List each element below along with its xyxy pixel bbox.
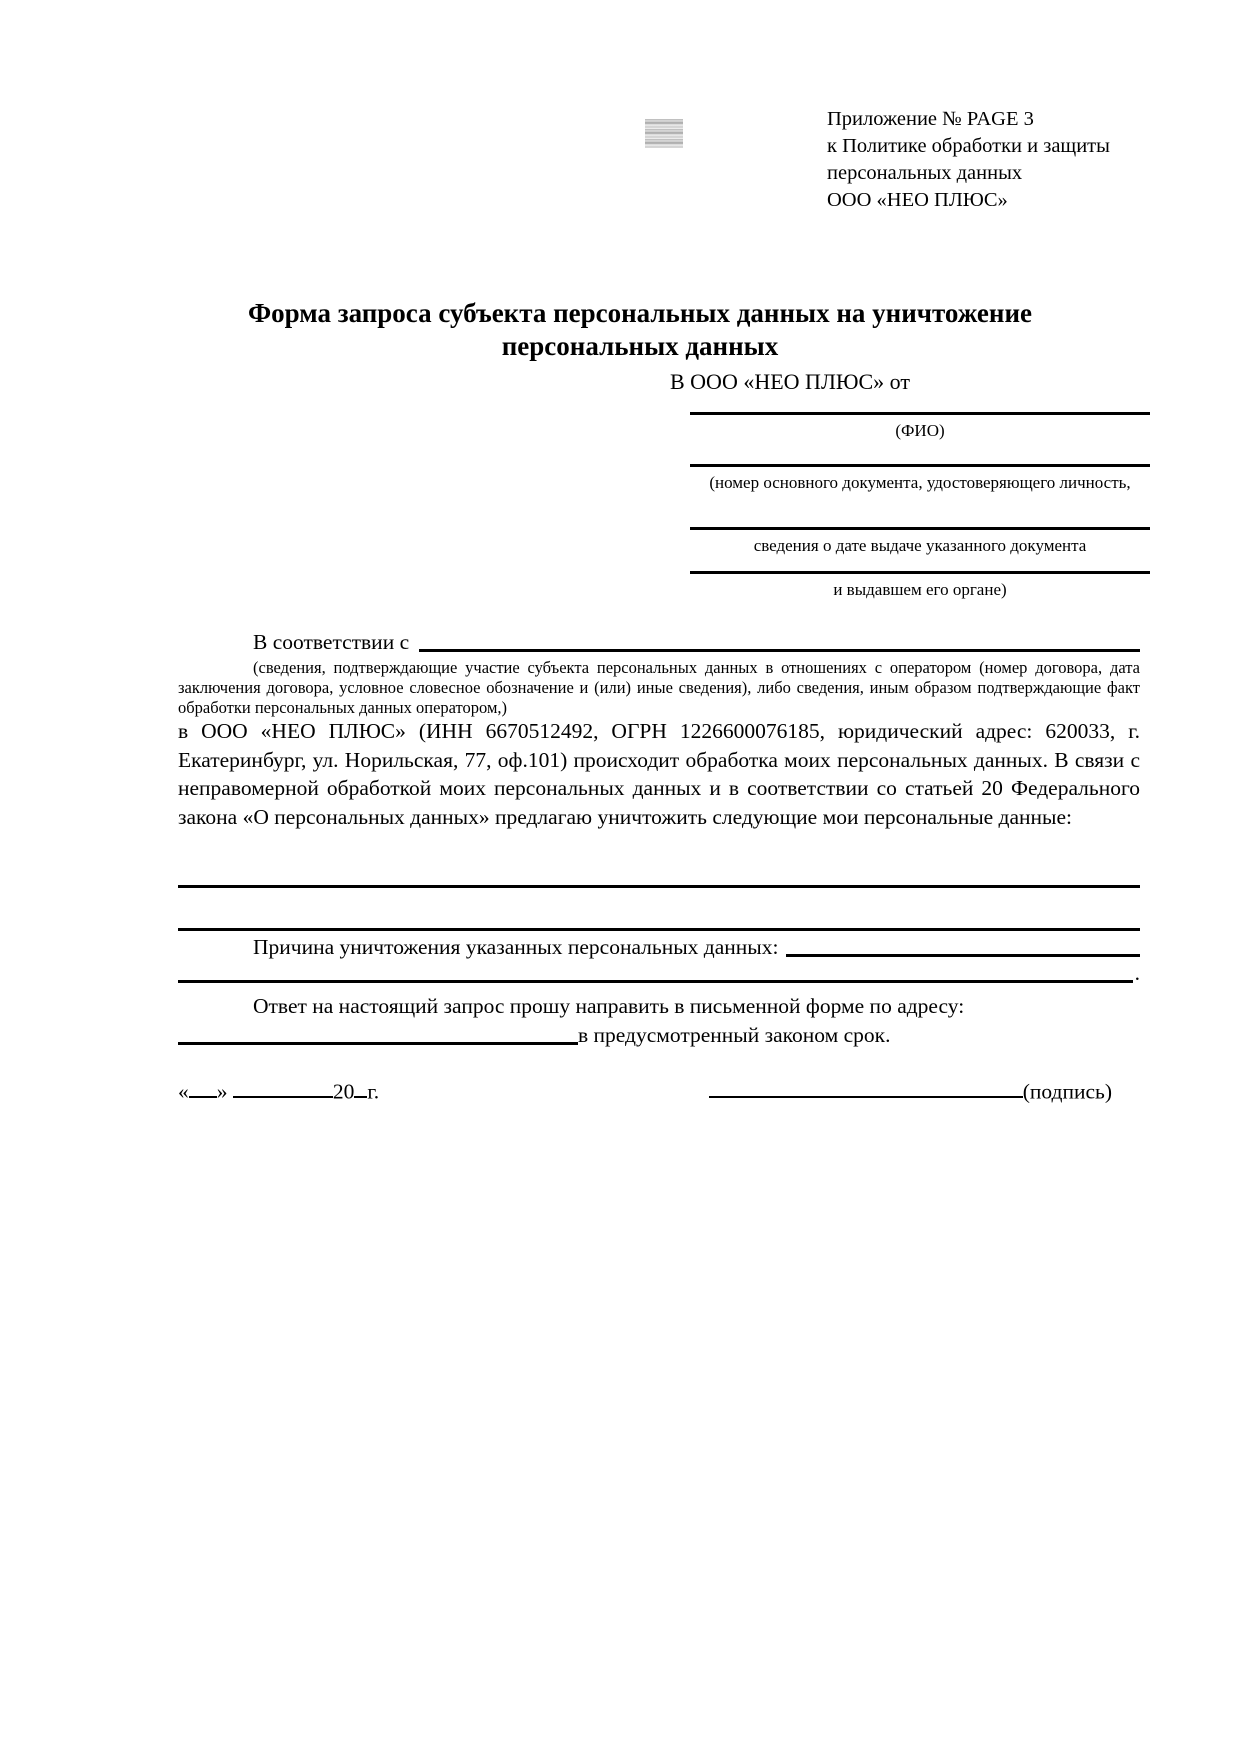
reason-label: Причина уничтожения указанных персональных данных:: [253, 935, 779, 959]
date-signature-row: [178, 1078, 1140, 1105]
accordance-prefix: В соответствии с: [253, 630, 410, 654]
document-number-label: (номер основного документа, удостоверяющего личность,: [709, 473, 1131, 492]
addressee-line: В ООО «НЕО ПЛЮС» от: [670, 369, 910, 394]
signature-label: (подпись): [1022, 1079, 1112, 1104]
paragraph-indent: [178, 934, 253, 961]
data-to-destroy-blank-line-2: [178, 928, 1140, 931]
fio-label: (ФИО): [895, 421, 945, 440]
fio-blank-line: [690, 412, 1150, 415]
page-title: [140, 297, 1140, 363]
document-number-field: [690, 464, 1150, 493]
open-quote: «: [178, 1079, 189, 1104]
embedded-object-icon: [645, 119, 683, 148]
issue-date-field: [690, 527, 1150, 556]
gap: [778, 934, 786, 961]
reason-blank-line: [786, 934, 1140, 957]
response-suffix: в предусмотренный законом срок.: [578, 1023, 891, 1047]
accordance-blank-line: [419, 629, 1140, 652]
close-quote: »: [216, 1079, 228, 1104]
document-number-blank-line: [690, 464, 1150, 467]
company-name-line: ООО «НЕО ПЛЮС»: [827, 189, 1008, 211]
month-blank: [233, 1078, 333, 1098]
year-suffix: г.: [367, 1079, 380, 1104]
signature-blank: [709, 1078, 1023, 1098]
response-address-row: [178, 1022, 1140, 1049]
signature-group: [709, 1078, 1112, 1105]
issue-date-blank-line: [690, 527, 1150, 530]
reason-continuation-row: [178, 960, 1140, 987]
issuing-authority-label: и выдавшем его органе): [833, 580, 1007, 599]
page-title-line1: Форма запроса субъекта персональных данных на уничтожение: [247, 298, 1033, 328]
policy-reference-line2: персональных данных: [827, 162, 1023, 184]
year-prefix: 20: [332, 1079, 355, 1104]
issuing-authority-field: [690, 571, 1150, 600]
appendix-note: [827, 106, 1110, 214]
year-blank: [354, 1078, 367, 1098]
data-to-destroy-blank-line-1: [178, 885, 1140, 888]
date-group: [178, 1078, 379, 1105]
fio-field: [690, 412, 1150, 441]
accordance-row: [178, 629, 1140, 656]
page-title-line2: персональных данных: [501, 331, 779, 361]
issue-date-label: сведения о дате выдаче указанного документа: [753, 536, 1087, 555]
policy-reference-line: к Политике обработки и защиты: [827, 135, 1110, 157]
issuing-authority-blank-line: [690, 571, 1150, 574]
accordance-footnote: (сведения, подтверждающие участие субъекта персональных данных в отношениях с оператором (номер договора, дата заключения договора, условное словесное обозначение и (или) иные сведения), либо сведения, иным образом подтверждающие факт обработки персональных данных оператором,): [178, 658, 1140, 717]
request-body-paragraph: в ООО «НЕО ПЛЮС» (ИНН 6670512492, ОГРН 1226600076185, юридический адрес: 620033, г. Екатеринбург, ул. Норильская, 77, оф.101) происходит обработка моих персональных данных. В связи с неправомерной обработкой моих персональных данных и в соответствии со статьей 20 Федерального закона «О персональных данных» предлагаю уничтожить следующие мои персональные данные:: [178, 719, 1140, 829]
reason-row: [178, 934, 1140, 961]
response-request-line: Ответ на настоящий запрос прошу направить в письменной форме по адресу:: [253, 994, 965, 1018]
day-blank: [189, 1078, 217, 1098]
reason-blank-line-2: [178, 960, 1133, 983]
address-blank-line: [178, 1022, 578, 1045]
gap: [409, 629, 419, 656]
paragraph-indent: [178, 629, 253, 656]
appendix-number-line: Приложение № PAGE 3: [827, 108, 1034, 130]
trailing-period: .: [1134, 961, 1140, 985]
